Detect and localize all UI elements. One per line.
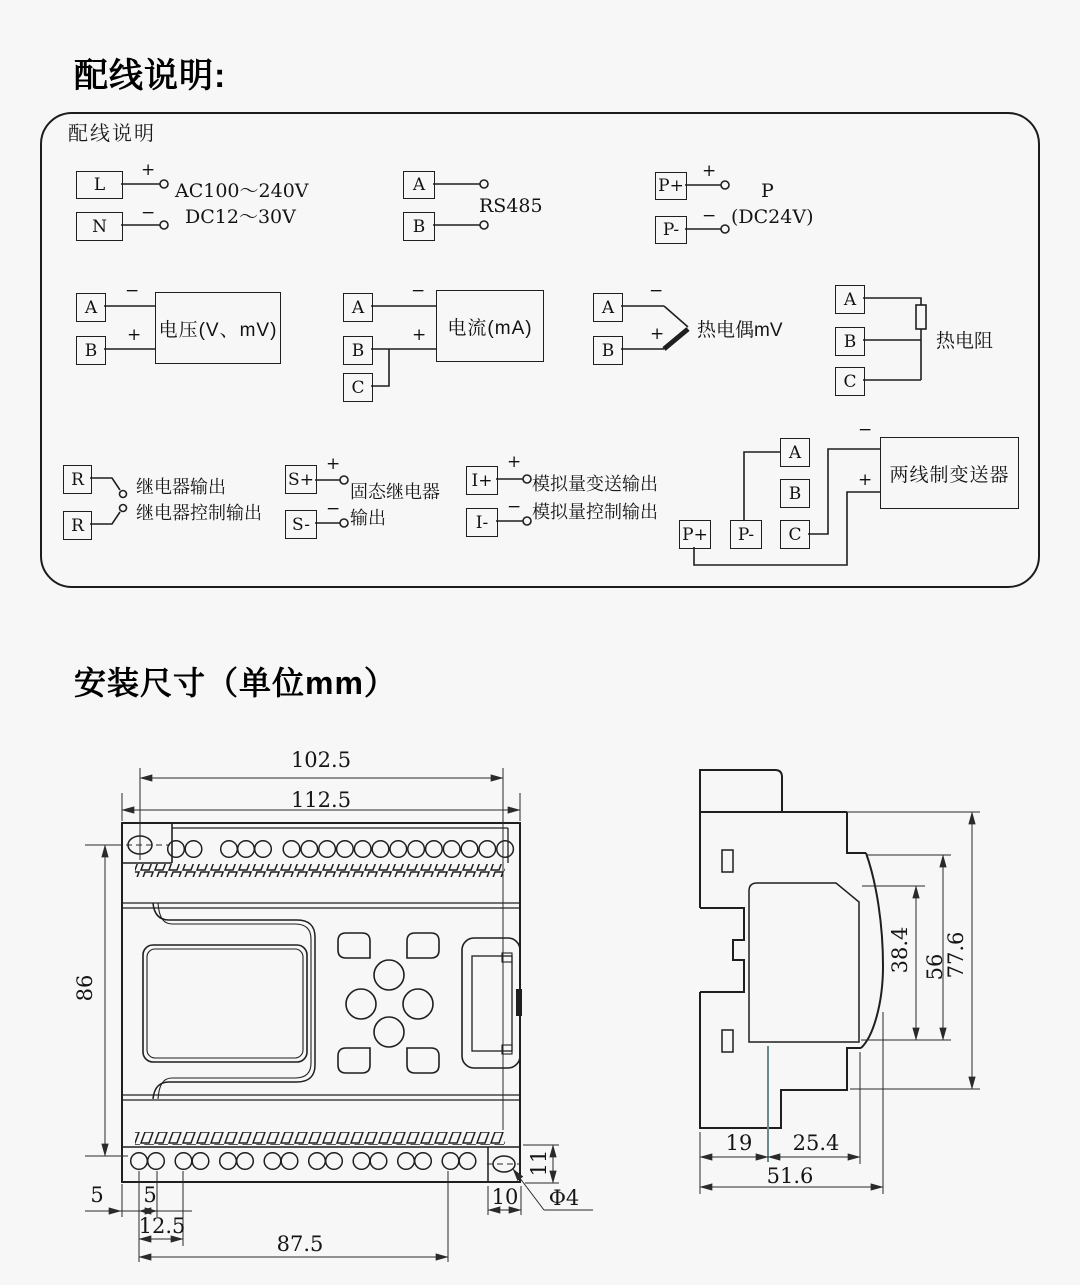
terminal-rtd-B: B [835, 327, 865, 356]
ssr-label-line2: 输出 [350, 508, 386, 528]
rs485-label: RS485 [479, 195, 543, 217]
tc-plus-sign: + [650, 324, 665, 344]
terminal-tx-A: A [780, 438, 810, 467]
terminal-L: L [76, 171, 123, 199]
terminal-tx-C: C [780, 520, 810, 549]
voltage-input-box: 电压(V、mV) [155, 292, 281, 364]
dim-side-77-6: 77.6 [944, 931, 968, 979]
terminal-voltage-A: A [76, 293, 106, 322]
dim-side-25-4: 25.4 [792, 1131, 840, 1155]
terminal-P-minus: P- [655, 216, 687, 244]
dim-front-width-inner: 102.5 [290, 748, 352, 772]
relay-control-output-label: 继电器控制输出 [136, 503, 262, 523]
terminal-voltage-B: B [76, 336, 106, 365]
two-wire-transmitter-box: 两线制变送器 [880, 437, 1019, 509]
ssr-label-line1: 固态继电器 [350, 482, 440, 502]
terminal-relay-2: R [63, 511, 92, 540]
current-minus-sign: − [411, 281, 426, 301]
terminal-tc-A: A [593, 293, 623, 322]
aux-plus-sign: + [702, 161, 717, 181]
terminal-rtd-A: A [835, 285, 865, 314]
analog-control-output-label: 模拟量控制输出 [532, 502, 658, 522]
rtd-label: 热电阻 [936, 331, 994, 352]
side-view-drawing [700, 770, 883, 1162]
dim-side-56: 56 [923, 953, 947, 981]
dim-front-11: 11 [527, 1149, 551, 1177]
relay-output-label: 继电器输出 [136, 477, 226, 497]
terminal-N: N [76, 212, 123, 241]
aux-power-voltage-label: (DC24V) [731, 206, 814, 228]
aux-power-label: P [761, 180, 774, 202]
terminal-tc-B: B [593, 336, 623, 365]
dim-front-hole-diameter: Φ4 [548, 1186, 580, 1210]
front-view-drawing [122, 823, 522, 1182]
terminal-ssr-minus: S- [285, 510, 317, 539]
terminal-relay-1: R [63, 465, 92, 494]
power-range-ac-label: AC100～240V [175, 180, 309, 202]
dim-front-12-5: 12.5 [138, 1214, 186, 1238]
dim-front-height: 86 [73, 974, 97, 1002]
dim-side-51-6: 51.6 [766, 1164, 814, 1188]
tx-plus-sign: + [858, 470, 873, 490]
terminal-current-A: A [343, 293, 373, 322]
dim-front-width-outer: 112.5 [290, 788, 352, 812]
terminal-analog-minus: I- [466, 508, 498, 537]
dim-front-10: 10 [491, 1185, 519, 1209]
terminal-rs485-A: A [403, 171, 435, 199]
terminal-rs485-B: B [403, 212, 435, 241]
wiring-panel-label: 配线说明 [68, 123, 156, 145]
terminal-tx-P-minus: P- [730, 520, 762, 549]
dim-front-5b: 5 [143, 1183, 157, 1207]
current-plus-sign: + [412, 325, 427, 345]
power-plus-sign: + [141, 160, 156, 180]
power-minus-sign: − [141, 203, 156, 223]
wiring-section-title: 配线说明: [74, 57, 227, 95]
terminal-rtd-C: C [835, 367, 865, 396]
dim-front-87-5: 87.5 [276, 1232, 324, 1256]
analog-transmit-output-label: 模拟量变送输出 [532, 474, 658, 494]
terminal-P-plus: P+ [655, 172, 687, 200]
ssr-minus-sign: − [326, 499, 341, 519]
voltage-minus-sign: − [125, 281, 140, 301]
dim-side-38-4: 38.4 [888, 926, 912, 974]
terminal-tx-B: B [780, 479, 810, 508]
dim-front-5a: 5 [90, 1183, 104, 1207]
terminal-tx-P-plus: P+ [679, 520, 711, 549]
install-section-title: 安装尺寸（单位mm） [74, 665, 397, 701]
ssr-plus-sign: + [326, 454, 341, 474]
power-range-dc-label: DC12～30V [185, 206, 296, 228]
thermocouple-label: 热电偶mV [697, 320, 783, 341]
dim-side-19: 19 [725, 1131, 753, 1155]
aux-minus-sign: − [702, 206, 717, 226]
analog-plus-sign: + [507, 452, 522, 472]
voltage-plus-sign: + [127, 325, 142, 345]
terminal-current-B: B [343, 336, 373, 365]
terminal-analog-plus: I+ [466, 466, 498, 495]
tc-minus-sign: − [649, 281, 664, 301]
current-input-box: 电流(mA) [436, 290, 544, 362]
terminal-ssr-plus: S+ [285, 465, 317, 494]
tx-minus-sign: − [858, 420, 873, 440]
analog-minus-sign: − [507, 497, 522, 517]
terminal-current-C: C [343, 373, 373, 402]
